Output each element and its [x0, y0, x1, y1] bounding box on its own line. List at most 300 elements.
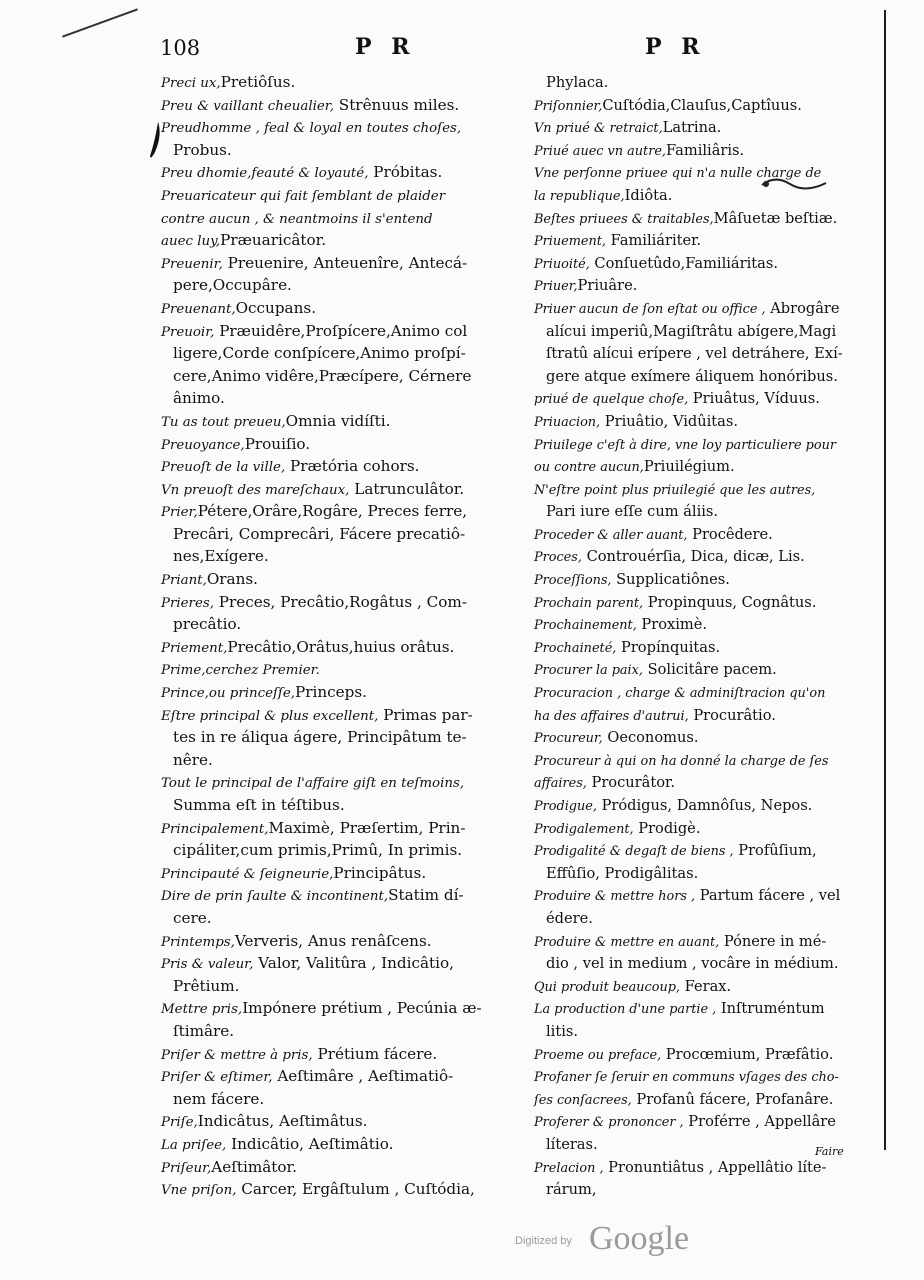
latin-equivalent: Familiâris. [666, 141, 745, 159]
latin-equivalent: Próbitas. [368, 163, 443, 182]
french-headword: Preuoyance, [161, 437, 245, 453]
entry-line [161, 140, 516, 163]
latin-equivalent: Solicitâre pacem. [642, 661, 777, 679]
latin-equivalent: Mâſuetæ beſtiæ. [713, 209, 838, 227]
entry-line [161, 275, 516, 298]
latin-equivalent: Procœmium, Præfâtio. [661, 1045, 834, 1063]
entry-line [534, 1134, 862, 1157]
french-headword: Prince,ou princeſſe, [161, 686, 296, 702]
dictionary-entry [161, 1111, 516, 1134]
latin-equivalent: Pródigus, Damnôſus, Nepos. [596, 797, 813, 814]
dictionary-entry [534, 682, 862, 727]
french-headword: Priuacion, [534, 414, 601, 430]
entry-line [161, 727, 516, 750]
entry-line [534, 637, 862, 660]
latin-equivalent: cere,Animo vidêre,Præcípere, Cérnere [173, 366, 472, 385]
french-headword: Proces, [534, 550, 582, 566]
entry-line [161, 95, 516, 118]
entry-line [161, 840, 516, 863]
dictionary-entry [161, 321, 516, 411]
french-headword: Priſer & mettre à pris, [161, 1047, 313, 1063]
french-headword: Prime,cerchez Premier. [161, 663, 320, 679]
entry-line [534, 95, 862, 118]
latin-equivalent: Præuaricâtor. [220, 231, 327, 250]
latin-equivalent: Probus. [173, 140, 232, 159]
french-headword: Produire & mettre hors , [534, 889, 696, 905]
latin-equivalent: Propinquus, Cognâtus. [643, 593, 817, 611]
entry-line [161, 501, 516, 524]
french-headword: Beſtes priuees & traitables, [534, 211, 714, 227]
latin-equivalent: Impónere prétium , Pecúnia æ- [242, 999, 482, 1018]
entry-line [161, 931, 516, 954]
latin-equivalent: Pónere in mé- [719, 932, 827, 950]
entry-line [534, 208, 862, 231]
latin-equivalent: Controuérſia, Dica, dicæ, Lis. [581, 548, 805, 566]
entry-line [534, 230, 862, 253]
french-headword: Prelacion , [534, 1160, 604, 1176]
entry-line [161, 1157, 516, 1180]
latin-equivalent: nes,Exígere. [173, 547, 269, 566]
latin-equivalent: édere. [546, 909, 593, 927]
french-headword: Vn preuoſt des mareſchaux, [161, 482, 350, 498]
french-headword: Priſonnier, [534, 98, 603, 114]
dictionary-entry [534, 140, 862, 163]
entry-line [534, 818, 862, 841]
latin-equivalent: Prouiſio. [244, 434, 311, 453]
french-headword: Procureur, [534, 731, 603, 747]
dictionary-entry [534, 1044, 862, 1067]
latin-equivalent: gere atque exímere áliquem honóribus. [546, 367, 838, 385]
entry-line [534, 953, 862, 976]
entry-line [534, 434, 862, 457]
entry-line [534, 592, 862, 615]
entry-line [161, 885, 516, 908]
entry-line [161, 772, 516, 795]
latin-equivalent: Ververis, Anus renâſcens. [234, 931, 432, 950]
latin-equivalent: Pétere,Orâre,Rogâre, Preces ferre, [197, 502, 468, 521]
latin-equivalent: ligere,Corde conſpícere,Animo proſpí- [173, 344, 466, 363]
latin-equivalent: ſtimâre. [173, 1021, 235, 1040]
entry-line [161, 366, 516, 389]
latin-equivalent: Principâtus. [333, 863, 427, 882]
dictionary-entry [161, 501, 516, 569]
entry-line [161, 524, 516, 547]
dictionary-entry [161, 185, 516, 253]
latin-equivalent: precâtio. [173, 615, 242, 634]
entry-line [161, 411, 516, 434]
entry-line [534, 1044, 862, 1067]
dictionary-entry [534, 117, 862, 140]
running-header [160, 34, 860, 66]
french-headword: Proferer & prononcer , [534, 1115, 684, 1131]
dictionary-entry [534, 298, 862, 388]
french-headword: Qui produit beaucoup, [534, 979, 681, 995]
french-headword: Preci ux, [161, 76, 221, 91]
latin-equivalent: Preces, Precâtio,Rogâtus , Com- [213, 592, 467, 611]
dictionary-entry [534, 976, 862, 999]
entry-line [161, 72, 516, 95]
entry-line [161, 569, 516, 592]
entry-line [161, 185, 516, 208]
dictionary-entry [161, 998, 516, 1043]
entry-line [161, 682, 516, 705]
latin-equivalent: Indicâtio, Aeſtimâtio. [226, 1134, 394, 1153]
latin-equivalent: ânimo. [173, 389, 225, 408]
entry-line [161, 343, 516, 366]
entry-line [161, 434, 516, 457]
french-headword: Priuer, [534, 279, 578, 295]
dictionary-entry [161, 863, 516, 886]
entry-line [534, 931, 862, 954]
entry-line [534, 162, 862, 185]
latin-equivalent: Priuilégium. [643, 458, 735, 476]
entry-line [534, 72, 862, 95]
latin-equivalent: litis. [546, 1022, 578, 1040]
french-headword: ou contre aucun, [534, 460, 644, 476]
entry-line [534, 546, 862, 569]
french-headword: La production d'une partie , [534, 1002, 717, 1018]
french-headword: Principalement, [161, 821, 269, 837]
latin-equivalent: Inſtruméntum [716, 1000, 825, 1018]
entry-line [534, 998, 862, 1021]
entry-line [534, 140, 862, 163]
dictionary-entry [161, 818, 516, 863]
entry-line [161, 818, 516, 841]
latin-equivalent: Priuâtus, Víduus. [688, 390, 820, 408]
french-headword: priué de quelque choſe, [534, 392, 689, 408]
dictionary-entry [534, 818, 862, 841]
entry-line [534, 343, 862, 366]
dictionary-entry [534, 524, 862, 547]
entry-line [161, 976, 516, 999]
french-headword: Eſtre principal & plus excellent, [161, 708, 379, 724]
entry-line [161, 1044, 516, 1067]
latin-equivalent: Partum fácere , vel [695, 887, 841, 905]
page-number: 108 [160, 36, 201, 60]
left-column [161, 72, 516, 1202]
french-headword: Procuracion , charge & adminiſtracion qu'on [534, 686, 826, 702]
catchword: Faire [815, 1145, 844, 1158]
dictionary-entry [534, 931, 862, 976]
latin-equivalent: Precâri, Comprecâri, Fácere precatiô- [173, 524, 466, 543]
french-headword: auec luy, [161, 234, 221, 250]
dictionary-entry [161, 456, 516, 479]
dictionary-entry [534, 72, 862, 95]
entry-line [534, 456, 862, 479]
dictionary-entry [534, 1157, 862, 1202]
latin-equivalent: Occupans. [235, 298, 317, 317]
dictionary-entry [534, 434, 862, 479]
dictionary-entry [161, 434, 516, 457]
entry-line [161, 298, 516, 321]
french-headword: Tu as tout preueu, [161, 414, 286, 430]
entry-line [534, 185, 862, 208]
french-headword: Pris & valeur, [161, 957, 254, 973]
french-headword: La priſee, [161, 1137, 227, 1153]
dictionary-entry [534, 162, 862, 207]
latin-equivalent: Familiáriter. [605, 232, 702, 250]
dictionary-entry [161, 1044, 516, 1067]
french-headword: Preuaricateur qui fait ſemblant de plaider [161, 188, 446, 204]
latin-equivalent: Profûſium, [733, 842, 817, 860]
entry-line [161, 659, 516, 682]
dictionary-entry [534, 275, 862, 298]
dictionary-entry [161, 772, 516, 817]
french-headword: Priuement, [534, 234, 606, 250]
right-column [534, 72, 862, 1202]
dictionary-entry [534, 885, 862, 930]
latin-equivalent: Procurâtor. [586, 774, 676, 792]
french-headword: affaires, [534, 776, 587, 792]
dictionary-entry [161, 885, 516, 930]
french-headword: Prochain parent, [534, 595, 644, 611]
entry-line [534, 411, 862, 434]
entry-line [161, 321, 516, 344]
french-headword: Preuenir, [161, 256, 223, 272]
entry-line [161, 230, 516, 253]
dictionary-entry [534, 750, 862, 795]
entry-line [161, 253, 516, 276]
french-headword: Preuoir, [161, 324, 215, 340]
dictionary-entry [161, 162, 516, 185]
latin-equivalent: Profanû fácere, Profanâre. [631, 1090, 834, 1108]
entry-line [161, 1089, 516, 1112]
latin-equivalent: Precâtio,Orâtus,huius orâtus. [227, 637, 455, 656]
french-headword: Profaner ſe ſeruir en communs vſages des cho- [534, 1070, 839, 1086]
french-headword: Priement, [161, 640, 228, 656]
latin-equivalent: tes in re áliqua ágere, Principâtum te- [173, 728, 467, 747]
latin-equivalent: Proximè. [636, 616, 708, 634]
corner-pen-mark [62, 8, 138, 37]
entry-line [161, 1066, 516, 1089]
entry-line [161, 1134, 516, 1157]
french-headword: Preudhomme , feal & loyal en toutes choſes, [161, 121, 462, 137]
latin-equivalent: pere,Occupâre. [173, 276, 292, 295]
latin-equivalent: líteras. [546, 1135, 598, 1153]
entry-line [534, 501, 862, 524]
latin-equivalent: Proférre , Appellâre [683, 1113, 836, 1131]
dictionary-entry [161, 479, 516, 502]
french-headword: Procurer la paix, [534, 663, 643, 679]
latin-equivalent: Indicâtus, Aeſtimâtus. [197, 1112, 368, 1131]
dictionary-entry [161, 637, 516, 660]
entry-line [534, 727, 862, 750]
entry-line [534, 750, 862, 773]
french-headword: Priuilege c'eſt à dire, vne loy particuliere pour [534, 437, 836, 453]
latin-equivalent: dio , vel in medium , vocâre in médium. [546, 955, 839, 973]
french-headword: Vne perſonne priuee qui n'a nulle charge de [534, 166, 822, 182]
entry-line [161, 1179, 516, 1202]
entry-line [161, 614, 516, 637]
french-headword: Produire & mettre en auant, [534, 934, 720, 950]
dictionary-entry [534, 659, 862, 682]
dictionary-entry [161, 705, 516, 773]
entry-line [161, 117, 516, 140]
dictionary-entry [534, 1066, 862, 1111]
entry-line [534, 795, 862, 818]
entry-line [534, 840, 862, 863]
french-headword: Priuer aucun de ſon eſtat ou office , [534, 301, 766, 317]
latin-equivalent: Priuâtio, Vidûitas. [600, 412, 738, 430]
french-headword: Mettre pris, [161, 1002, 243, 1018]
entry-line [534, 885, 862, 908]
latin-equivalent: Phylaca. [546, 74, 609, 91]
entry-line [161, 1111, 516, 1134]
latin-equivalent: Strênuus miles. [333, 95, 460, 114]
entry-line [161, 998, 516, 1021]
french-headword: Dire de prin ſaulte & incontinent, [161, 889, 389, 905]
latin-equivalent: Aeſtimâre , Aeſtimatiô- [272, 1067, 454, 1086]
dictionary-entry [534, 411, 862, 434]
entry-line [534, 524, 862, 547]
french-headword: la republique, [534, 188, 625, 204]
dictionary-entry [534, 479, 862, 524]
dictionary-entry [534, 388, 862, 411]
entry-line [534, 366, 862, 389]
latin-equivalent: Orans. [206, 570, 259, 589]
dictionary-entry [161, 569, 516, 592]
entry-line [534, 682, 862, 705]
dictionary-entry [161, 592, 516, 637]
entry-line [161, 456, 516, 479]
dictionary-entry [161, 1066, 516, 1111]
entry-line [534, 569, 862, 592]
entry-line [534, 275, 862, 298]
dictionary-entry [534, 95, 862, 118]
entry-line [161, 863, 516, 886]
page-edge-shadow [884, 10, 886, 1150]
entry-line [161, 162, 516, 185]
running-head-left: P R [355, 34, 416, 60]
dictionary-entry [534, 208, 862, 231]
french-headword: ſes conſacrees, [534, 1092, 632, 1108]
entry-line [161, 208, 516, 231]
entry-line [534, 388, 862, 411]
entry-line [161, 592, 516, 615]
entry-line [534, 976, 862, 999]
french-headword: Preuenant, [161, 301, 236, 317]
google-logo: Google [589, 1220, 690, 1257]
latin-equivalent: Prêtium. [173, 976, 240, 995]
french-headword: Prieres, [161, 595, 214, 611]
french-headword: Prodigue, [534, 799, 597, 814]
latin-equivalent: Preuenire, Anteuenîre, Antecá- [222, 253, 468, 272]
latin-equivalent: Prætória cohors. [285, 457, 420, 476]
latin-equivalent: Pronuntiâtus , Appellâtio líte- [603, 1158, 827, 1176]
french-headword: Preu dhomie,feauté & loyauté, [161, 166, 369, 182]
dictionary-entry [534, 569, 862, 592]
entry-line [534, 479, 862, 502]
latin-equivalent: Carcer, Ergâſtulum , Cuſtódia, [236, 1180, 475, 1199]
entry-line [161, 546, 516, 569]
latin-equivalent: alícui imperiû,Magiſtrâtu abígere,Magi [546, 322, 837, 340]
latin-equivalent: Prodigè. [633, 819, 701, 837]
french-headword: ha des affaires d'autrui, [534, 708, 689, 724]
latin-equivalent: Primas par- [378, 705, 473, 724]
latin-equivalent: Prétium fácere. [312, 1044, 438, 1063]
latin-equivalent: Ferax. [680, 977, 732, 995]
latin-equivalent: Pari iure eſſe cum áliis. [546, 503, 719, 521]
dictionary-entry [534, 795, 862, 818]
digitized-label: Digitized by [515, 1235, 572, 1247]
entry-line [534, 1157, 862, 1180]
latin-equivalent: Latrunculâtor. [349, 479, 465, 498]
dictionary-entry [161, 95, 516, 118]
french-headword: contre aucun , & neantmoins il s'entend [161, 211, 433, 227]
french-headword: Priuoité, [534, 256, 590, 272]
latin-equivalent: Summa eſt in téſtibus. [173, 796, 345, 814]
french-headword: Preuoſt de la ville, [161, 460, 286, 476]
french-headword: Procureur à qui on ha donné la charge de ſes [534, 753, 829, 769]
entry-line [534, 614, 862, 637]
entry-line [161, 705, 516, 728]
latin-equivalent: Conſuetûdo,Familiáritas. [589, 254, 778, 272]
dictionary-entry [161, 1157, 516, 1180]
dictionary-entry [161, 931, 516, 954]
latin-equivalent: Maximè, Præſertim, Prin- [268, 818, 466, 837]
entry-line [161, 637, 516, 660]
french-headword: N'eſtre point plus priuilegié que les autres, [534, 482, 816, 498]
dictionary-entry [534, 998, 862, 1043]
french-headword: Prodigalité & degaſt de biens , [534, 844, 734, 860]
latin-equivalent: Pretiôſus. [220, 73, 296, 91]
latin-equivalent: cere. [173, 908, 212, 927]
dictionary-entry [161, 1179, 516, 1202]
entry-line [534, 772, 862, 795]
entry-line [161, 388, 516, 411]
french-headword: Priué auec vn autre, [534, 143, 667, 159]
entry-line [534, 1089, 862, 1112]
dictionary-entry [534, 253, 862, 276]
latin-equivalent: Præuidêre,Proſpícere,Animo col [214, 321, 468, 340]
entry-line [534, 659, 862, 682]
french-headword: Prier, [161, 505, 198, 521]
latin-equivalent: Aeſtimâtor. [211, 1157, 297, 1176]
entry-line [534, 117, 862, 140]
french-headword: Principauté & ſeigneurie, [161, 866, 334, 882]
entry-line [161, 908, 516, 931]
dictionary-entry [161, 253, 516, 298]
french-headword: Tout le principal de l'affaire giſt en teſmoins, [161, 776, 465, 792]
running-head-right: P R [645, 34, 706, 60]
french-headword: Prodigalement, [534, 821, 634, 837]
entry-line [161, 795, 516, 818]
entry-line [534, 705, 862, 728]
latin-equivalent: Idiôta. [624, 186, 673, 204]
french-headword: Priant, [161, 573, 207, 589]
french-headword: Proeme ou preface, [534, 1047, 662, 1063]
dictionary-entry [534, 614, 862, 637]
entry-line [161, 953, 516, 976]
latin-equivalent: Procurâtio. [688, 706, 776, 724]
latin-equivalent: nem fácere. [173, 1089, 265, 1108]
dictionary-entry [161, 117, 516, 162]
dictionary-entry [534, 727, 862, 750]
entry-line [534, 1021, 862, 1044]
entry-line [161, 750, 516, 773]
latin-equivalent: Propínquitas. [616, 638, 721, 656]
latin-equivalent: nêre. [173, 750, 213, 769]
dictionary-entry [161, 298, 516, 321]
latin-equivalent: Cuſtódia,Clauſus,Captîuus. [602, 96, 802, 114]
french-headword: Proceder & aller auant, [534, 527, 688, 543]
dictionary-entry [534, 546, 862, 569]
french-headword: Priſer & eſtimer, [161, 1070, 273, 1086]
french-headword: Vn priué & retraict, [534, 121, 663, 137]
latin-equivalent: Abrogâre [765, 299, 840, 317]
entry-line [534, 1179, 862, 1202]
entry-line [161, 1021, 516, 1044]
